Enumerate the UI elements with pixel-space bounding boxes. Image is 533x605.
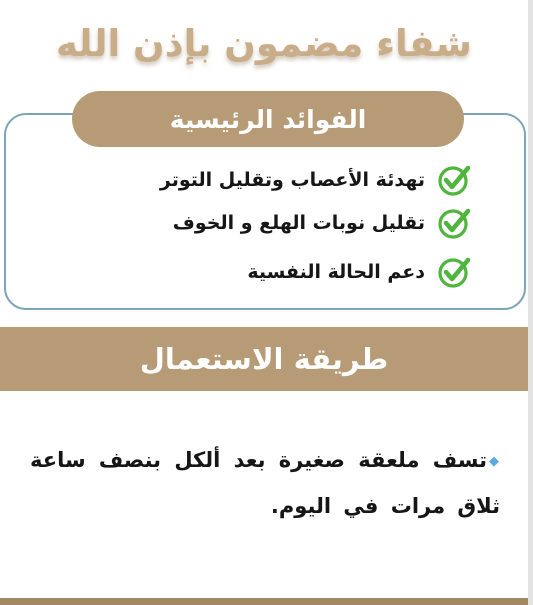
check-circle-icon <box>437 254 473 290</box>
usage-heading: طريقة الاستعمال <box>139 342 389 376</box>
right-edge-strip <box>528 0 533 605</box>
bottom-strip <box>0 598 528 605</box>
benefit-label: تقليل نوبات الهلع و الخوف <box>172 212 425 234</box>
benefits-heading-pill <box>72 91 464 147</box>
benefit-label: تهدئة الأعصاب وتقليل التوتر <box>159 169 425 191</box>
usage-instructions-text: تسف ملعقة صغيرة بعد ألكل بنصف ساعة ثلاق مرات في اليوم. <box>30 448 500 518</box>
benefit-label: دعم الحالة النفسية <box>247 261 425 283</box>
benefit-item <box>173 203 473 243</box>
page-headline: شفاء مضمون بإذن الله <box>56 22 472 65</box>
bullet-diamond-icon: ◆ <box>489 453 500 469</box>
benefit-item <box>160 160 473 200</box>
usage-instructions <box>30 438 500 529</box>
check-circle-icon <box>437 162 473 198</box>
benefits-heading: الفوائد الرئيسية <box>169 104 367 134</box>
check-circle-icon <box>437 205 473 241</box>
benefit-item <box>247 252 473 292</box>
